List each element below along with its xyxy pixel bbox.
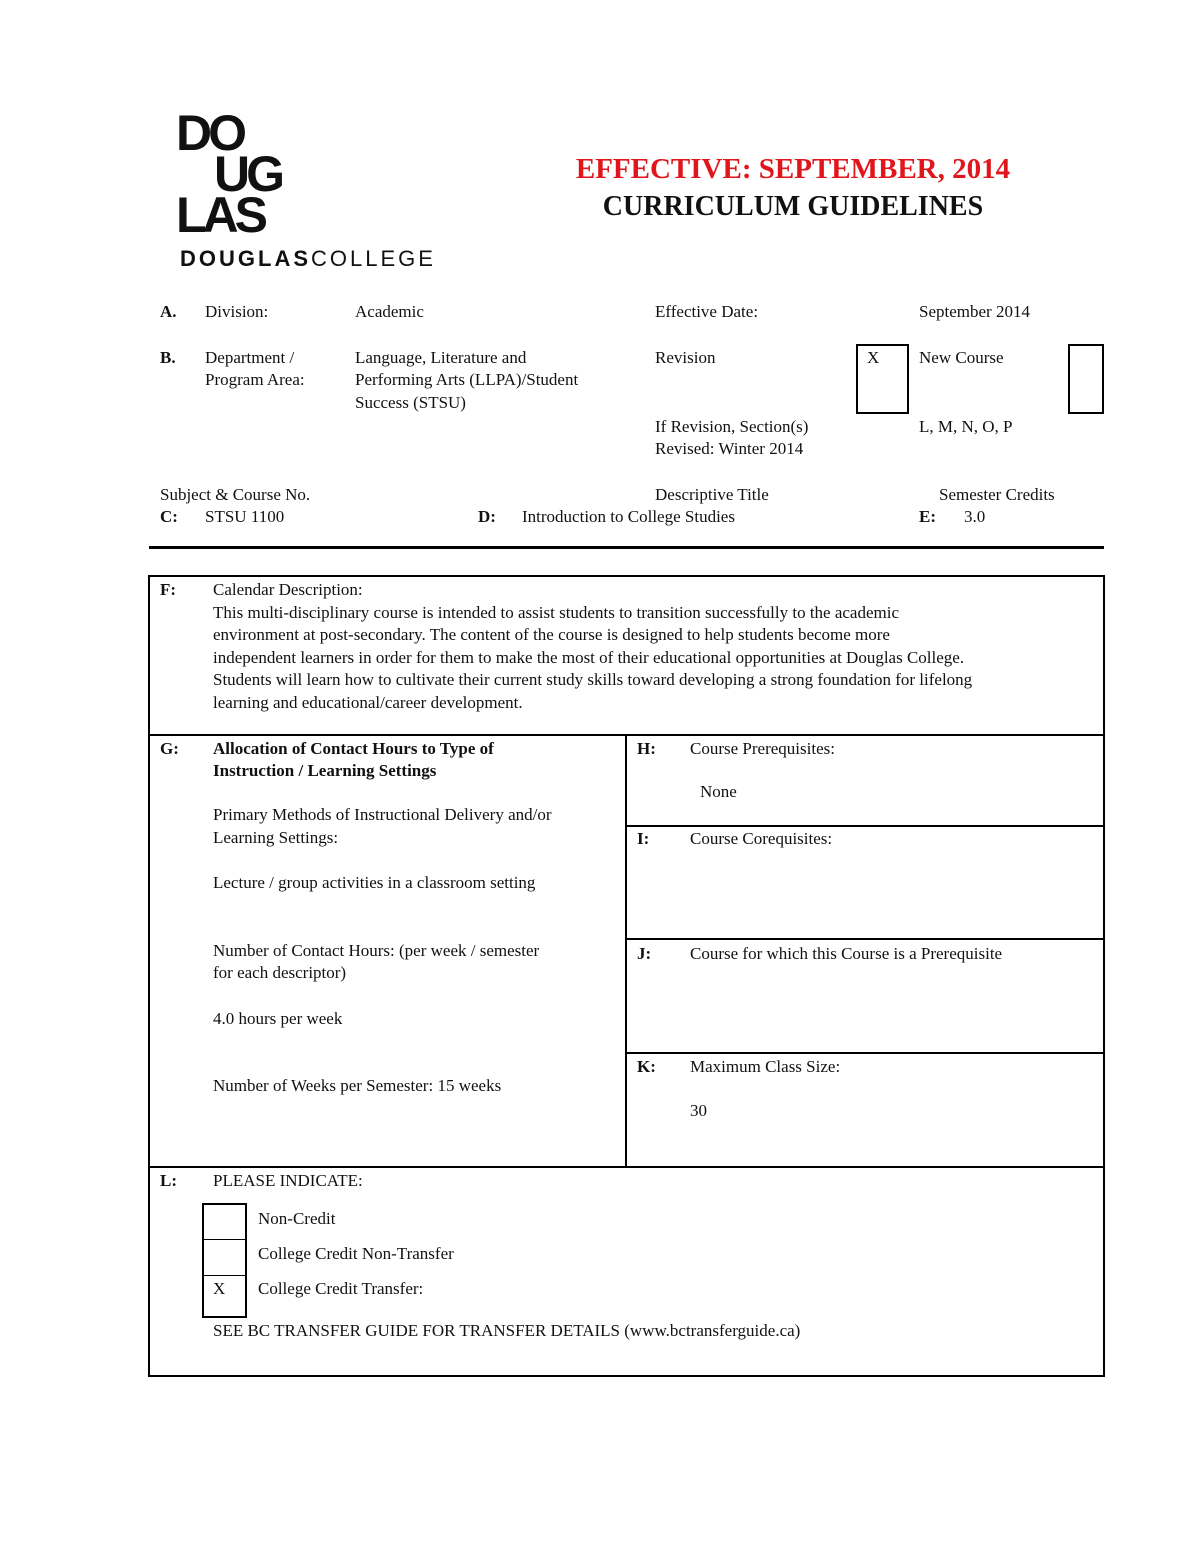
weeks-per-semester: Number of Weeks per Semester: 15 weeks [213,1076,502,1095]
subject-course-label: Subject & Course No. [160,485,311,504]
logo-line-do: DO [176,105,243,161]
allocation-heading-line2: Instruction / Learning Settings [213,761,437,780]
row-divider-h [625,825,1105,827]
new-course-label: New Course [919,348,1004,367]
course-number-value: STSU 1100 [205,507,285,526]
logo-wordmark [180,246,436,272]
non-credit-checkbox[interactable] [204,1205,245,1238]
checkbox-divider [202,1275,247,1276]
prerequisites-value: None [700,782,737,801]
section-c-letter: C: [160,507,178,526]
section-i-letter: I: [637,829,650,848]
if-revision-line1: If Revision, Section(s) [655,417,809,436]
checkbox-divider [202,1239,247,1240]
primary-methods-line1: Primary Methods of Instructional Delivery and/or [213,805,552,824]
new-course-checkbox[interactable] [1068,344,1104,414]
section-k-letter: K: [637,1057,656,1076]
section-l-letter: L: [160,1171,177,1190]
prerequisite-for-label: Course for which this Course is a Prerequisite [690,944,1003,963]
effective-date-label: Effective Date: [655,302,759,321]
department-label-line1: Department / [205,348,295,367]
department-label-line2: Program Area: [205,370,305,389]
revision-checkbox[interactable] [856,344,909,414]
allocation-heading-line1: Allocation of Contact Hours to Type of [213,739,494,758]
calendar-description-line: environment at post-secondary. The content of the course is designed to help students become more [213,625,890,645]
transfer-guide-note: SEE BC TRANSFER GUIDE FOR TRANSFER DETAILS (www.bctransferguide.ca) [213,1321,801,1340]
semester-credits-label: Semester Credits [939,485,1055,504]
if-revision-line2: Revised: Winter 2014 [655,439,804,458]
calendar-description-heading: Calendar Description: [213,580,363,599]
logo-line-ug: UG [214,146,281,202]
corequisites-label: Course Corequisites: [690,829,833,848]
descriptive-title-label: Descriptive Title [655,485,769,504]
effective-heading: EFFECTIVE: SEPTEMBER, 2014 [575,153,1011,185]
logo-line-las: LAS [176,187,264,243]
section-e-letter: E: [919,507,936,526]
max-class-size-label: Maximum Class Size: [690,1057,841,1076]
contact-hours-line2: for each descriptor) [213,963,347,982]
logo-wordmark-bold: DOUGLAS [180,246,311,271]
section-f-letter: F: [160,580,177,599]
column-divider-g [625,734,627,1168]
primary-methods-line2: Learning Settings: [213,828,339,847]
credits-value: 3.0 [964,507,986,526]
department-value-line3: Success (STSU) [355,393,466,412]
section-b-letter: B. [160,348,176,367]
credit-transfer-mark: X [213,1279,226,1298]
prerequisites-label: Course Prerequisites: [690,739,835,758]
credit-transfer-checkbox[interactable] [204,1277,245,1316]
credit-non-transfer-checkbox[interactable] [204,1241,245,1274]
logo-wordmark-light: COLLEGE [311,246,436,271]
contact-hours-value: 4.0 hours per week [213,1009,343,1028]
credit-transfer-label: College Credit Transfer: [258,1279,424,1298]
revision-label: Revision [655,348,716,367]
section-a-letter: A. [160,302,177,321]
header-divider [149,546,1104,549]
effective-date-value: September 2014 [919,302,1030,321]
section-d-letter: D: [478,507,496,526]
calendar-description [213,579,972,715]
row-divider-i [625,938,1105,940]
instruction-method-value: Lecture / group activities in a classroom setting [213,873,536,892]
sections-revised-value: L, M, N, O, P [919,417,1013,436]
credit-non-transfer-label: College Credit Non-Transfer [258,1244,454,1263]
please-indicate-heading: PLEASE INDICATE: [213,1171,363,1190]
row-divider-j [625,1052,1105,1054]
section-g-letter: G: [160,739,179,758]
section-h-letter: H: [637,739,656,758]
max-class-size-value: 30 [690,1101,707,1120]
division-label: Division: [205,302,269,321]
calendar-description-line: Students will learn how to cultivate their current study skills toward developing a strong foundation for lifelong [213,670,973,690]
calendar-description-line: learning and educational/career development. [213,692,523,712]
document-title: CURRICULUM GUIDELINES [602,191,984,222]
calendar-description-line: This multi-disciplinary course is intended to assist students to transition successfully to the academic [213,602,900,622]
department-value-line2: Performing Arts (LLPA)/Student [355,370,579,389]
section-j-letter: J: [637,944,652,963]
contact-hours-line1: Number of Contact Hours: (per week / semester [213,941,540,960]
row-divider-l [148,1166,1105,1168]
non-credit-label: Non-Credit [258,1209,336,1228]
department-value-line1: Language, Literature and [355,348,527,367]
course-title-value: Introduction to College Studies [522,507,735,526]
calendar-description-line: independent learners in order for them to make the most of their educational opportunities at Douglas College. [213,647,965,667]
revision-check-mark: X [867,348,880,367]
division-value: Academic [355,302,424,321]
